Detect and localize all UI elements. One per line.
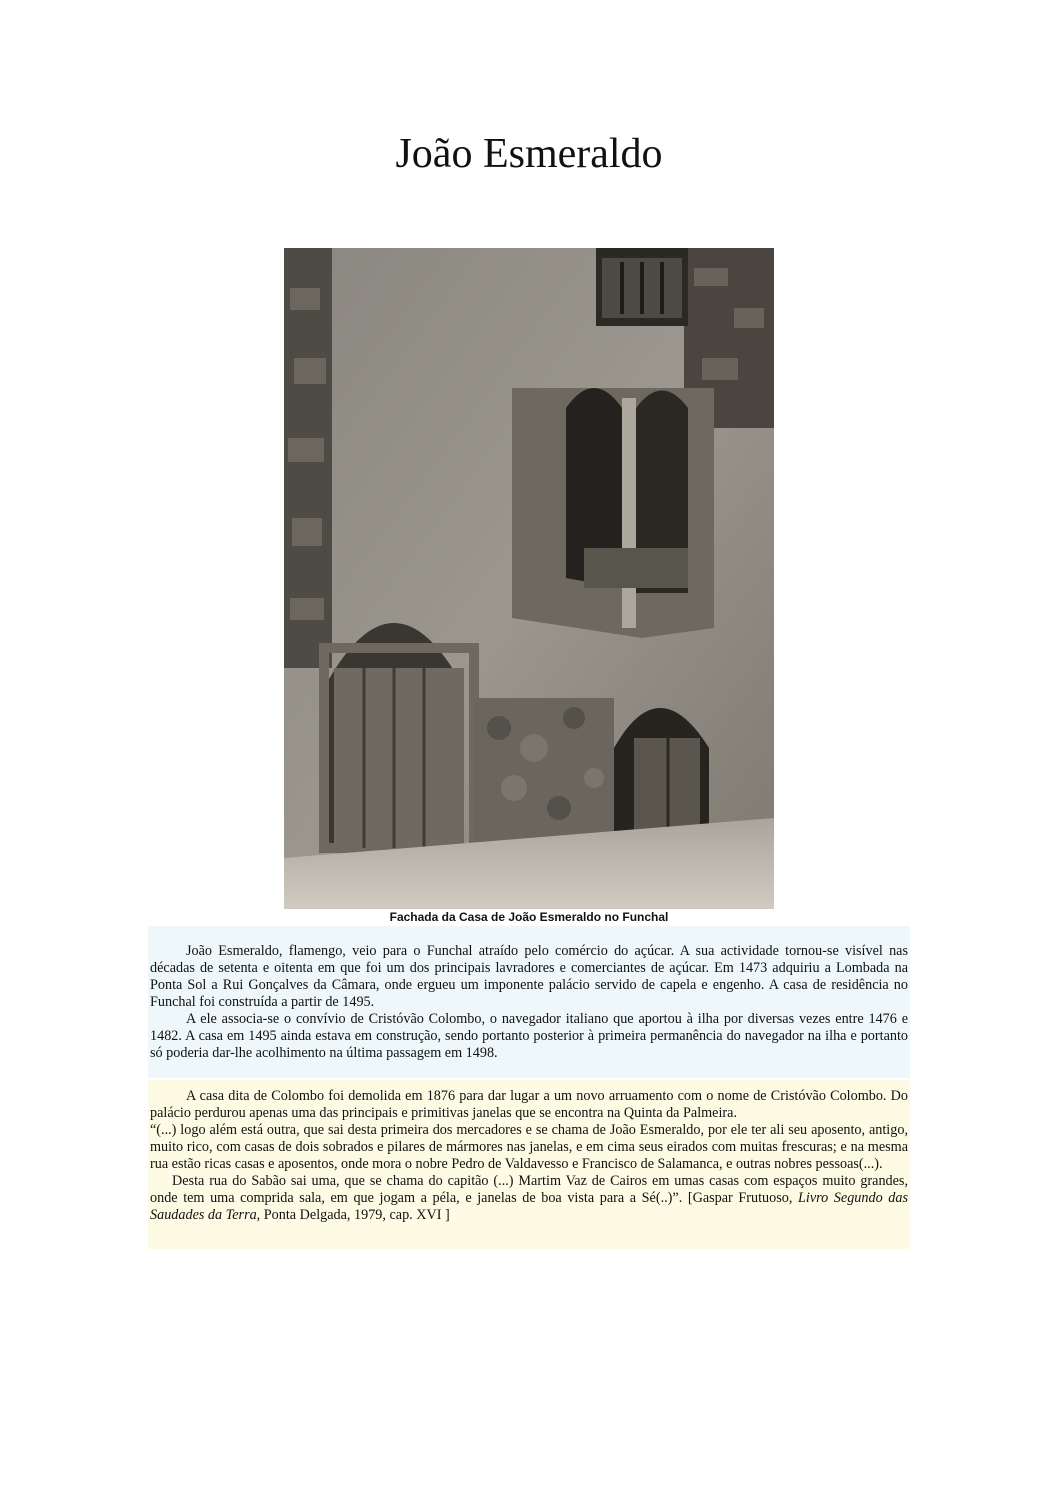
quote-continued-text: Desta rua do Sabão sai uma, que se chama do capitão (...) Martim Vaz de Cairos em umas casas com espaços muito grandes, onde tem uma comprida sala, em que jogam a péla, e janelas de boa vista para a Sé(..)”. [Gaspar Frutuoso, bbox=[150, 1173, 908, 1206]
figure-caption: Fachada da Casa de João Esmeraldo no Funchal bbox=[389, 910, 669, 924]
main-door bbox=[334, 668, 464, 848]
page-title: João Esmeraldo bbox=[395, 131, 663, 177]
paragraph-quote: “(...) logo além está outra, que sai desta primeira dos mercadores e se chama de João Esmeraldo, por ele ter ali seu aposento, antigo, muito rico, com casas de dois sobrados e pilares de mármores nas janelas, e em cima seus eirados com muitas frescuras; e na mesma rua estão ricas casas e aposentos, onde mora o nobre Pedro de Valdavesso e Francisco de Salamanca, e outras nobres pessoas(...). bbox=[150, 1122, 908, 1172]
facade-photo-drawing bbox=[284, 248, 774, 909]
paragraph-demolition: A casa dita de Colombo foi demolida em 1876 para dar lugar a um novo arruamento com o nome de Cristóvão Colombo. Do palácio perdurou apenas uma das principais e primitivas janelas que se encontra na Quinta da Palmeira. bbox=[150, 1088, 908, 1121]
paragraph-colombo: A ele associa-se o convívio de Cristóvão Colombo, o navegador italiano que aportou à ilha por diversas vezes entre 1476 e 1482. A casa em 1495 ainda estava em construção, sendo portanto posterior à primeira permanência do navegador na ilha e portanto só poderia dar-lhe acolhimento na última passagem em 1498. bbox=[150, 1011, 908, 1061]
facade-photo bbox=[284, 248, 774, 909]
book-title: Livro Segundo das Saudades da Terra, bbox=[150, 1190, 908, 1223]
paragraph-quote-continued bbox=[150, 1173, 908, 1224]
citation-tail: Ponta Delgada, 1979, cap. XVI ] bbox=[260, 1207, 450, 1223]
section-biography bbox=[148, 926, 910, 1078]
section-house-history bbox=[148, 1080, 910, 1249]
window-column bbox=[622, 398, 636, 628]
paragraph-biography: João Esmeraldo, flamengo, veio para o Funchal atraído pelo comércio do açúcar. A sua actividade tornou-se visível nas décadas de setenta e oitenta em que foi um dos principais lavradores e comerciantes de açúcar. Em 1473 adquiriu a Lombada na Ponta Sol a Rui Gonçalves da Câmara, onde ergueu um imponente palácio servido de capela e engenho. A casa de residência no Funchal foi construída a partir de 1495. bbox=[150, 943, 908, 1010]
